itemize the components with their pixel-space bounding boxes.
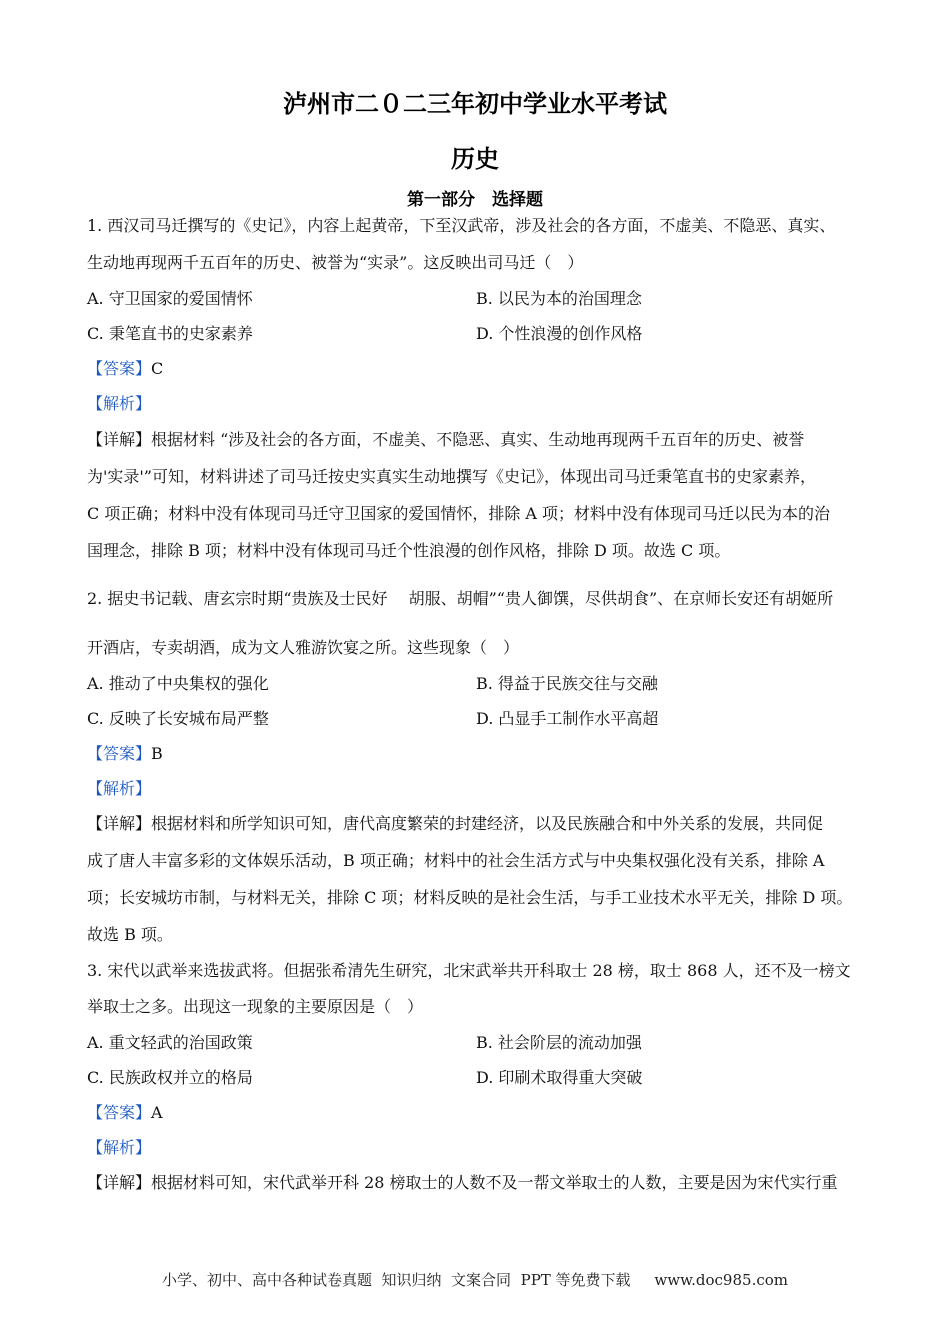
detail-tag: 【详解】 [87,814,152,833]
q3-stem-line2: 举取士之多。出现这一现象的主要原因是（ ） [87,997,424,1016]
q3-detail-line1 [87,1172,838,1194]
q1-option-b: B. 以民为本的治国理念 [476,289,642,308]
answer-tag: 【答案】 [87,359,152,378]
detail-text: 根据材料可知，宋代武举开科 28 榜取士的人数不及一帮文举取士的人数，主要是因为宋代实行重 [151,1173,838,1192]
answer-value: A [151,1103,163,1122]
q2-detail-line1 [87,813,823,835]
q3-option-d: D. 印刷术取得重大突破 [476,1068,643,1087]
q3-stem-line1: 3. 宋代以武举来选拔武将。但据张希清先生研究，北宋武举共开科取士 28 榜，取士 868 人，还不及一榜文 [87,961,851,980]
q2-option-b: B. 得益于民族交往与交融 [476,674,658,693]
q1-answer [87,358,163,380]
q1-detail-line3: C 项正确；材料中没有体现司马迁守卫国家的爱国情怀，排除 A 项；材料中没有体现司马迁以民为本的治 [87,504,831,523]
q2-detail-line4: 故选 B 项。 [87,925,173,944]
detail-tag: 【详解】 [87,430,152,449]
q3-option-c: C. 民族政权并立的格局 [87,1068,253,1087]
q2-option-a: A. 推动了中央集权的强化 [87,674,269,693]
q1-option-d: D. 个性浪漫的创作风格 [476,324,643,343]
analysis-tag: 【解析】 [87,779,152,798]
q2-option-d: D. 凸显手工制作水平高超 [476,709,659,728]
subject-title: 历史 [451,144,499,173]
answer-value: C [151,359,164,378]
q2-option-c: C. 反映了长安城布局严整 [87,709,269,728]
q3-option-a: A. 重文轻武的治国政策 [87,1033,253,1052]
q2-detail-line3: 项；长安城坊市制，与材料无关，排除 C 项；材料反映的是社会生活，与手工业技术水平无关，排除 D 项。 [87,888,853,907]
q1-stem-line2: 生动地再现两千五百年的历史、被誉为“实录”。这反映出司马迁（ ） [87,253,584,272]
answer-value: B [151,744,163,763]
q1-option-a: A. 守卫国家的爱国情怀 [87,289,253,308]
q1-analysis-tag [87,393,151,415]
exam-title: 泸州市二０二三年初中学业水平考试 [283,89,667,118]
q2-stem-line1: 2. 据史书记载、唐玄宗时期“贵族及士民好 胡服、胡帽”“贵人御馔，尽供胡食”、在京师长安还有胡姬所 [87,589,834,608]
q2-answer [87,743,163,765]
q3-option-b: B. 社会阶层的流动加强 [476,1033,642,1052]
q1-detail-line2: 为'实录'”可知，材料讲述了司马迁按史实真实生动地撰写《史记》，体现出司马迁秉笔直书的史家素养， [87,467,816,486]
detail-text: 根据材料 “涉及社会的各方面，不虚美、不隐恶、真实、生动地再现两千五百年的历史、被誉 [151,430,805,449]
q1-option-c: C. 秉笔直书的史家素养 [87,324,253,343]
q3-analysis-tag [87,1137,151,1159]
detail-tag: 【详解】 [87,1173,152,1192]
answer-tag: 【答案】 [87,1103,152,1122]
q2-stem-line2: 开酒店，专卖胡酒，成为文人雅游饮宴之所。这些现象（ ） [87,638,520,657]
q1-detail-line1 [87,429,804,451]
q1-stem-line1: 1. 西汉司马迁撰写的《史记》，内容上起黄帝，下至汉武帝，涉及社会的各方面，不虚美、不隐恶、真实、 [87,216,836,235]
analysis-tag: 【解析】 [87,1138,152,1157]
footer-text: 小学、初中、高中各种试卷真题 知识归纳 文案合同 PPT 等免费下载 www.doc985.com [161,1271,788,1289]
q1-detail-line4: 国理念，排除 B 项；材料中没有体现司马迁个性浪漫的创作风格，排除 D 项。故选 C 项。 [87,541,731,560]
q2-detail-line2: 成了唐人丰富多彩的文体娱乐活动，B 项正确；材料中的社会生活方式与中央集权强化没有关系，排除 A [87,851,825,870]
analysis-tag: 【解析】 [87,394,152,413]
q2-analysis-tag [87,778,151,800]
answer-tag: 【答案】 [87,744,152,763]
section-title: 第一部分 选择题 [407,190,543,210]
q3-answer [87,1102,163,1124]
detail-text: 根据材料和所学知识可知，唐代高度繁荣的封建经济，以及民族融合和中外关系的发展，共同促 [151,814,824,833]
